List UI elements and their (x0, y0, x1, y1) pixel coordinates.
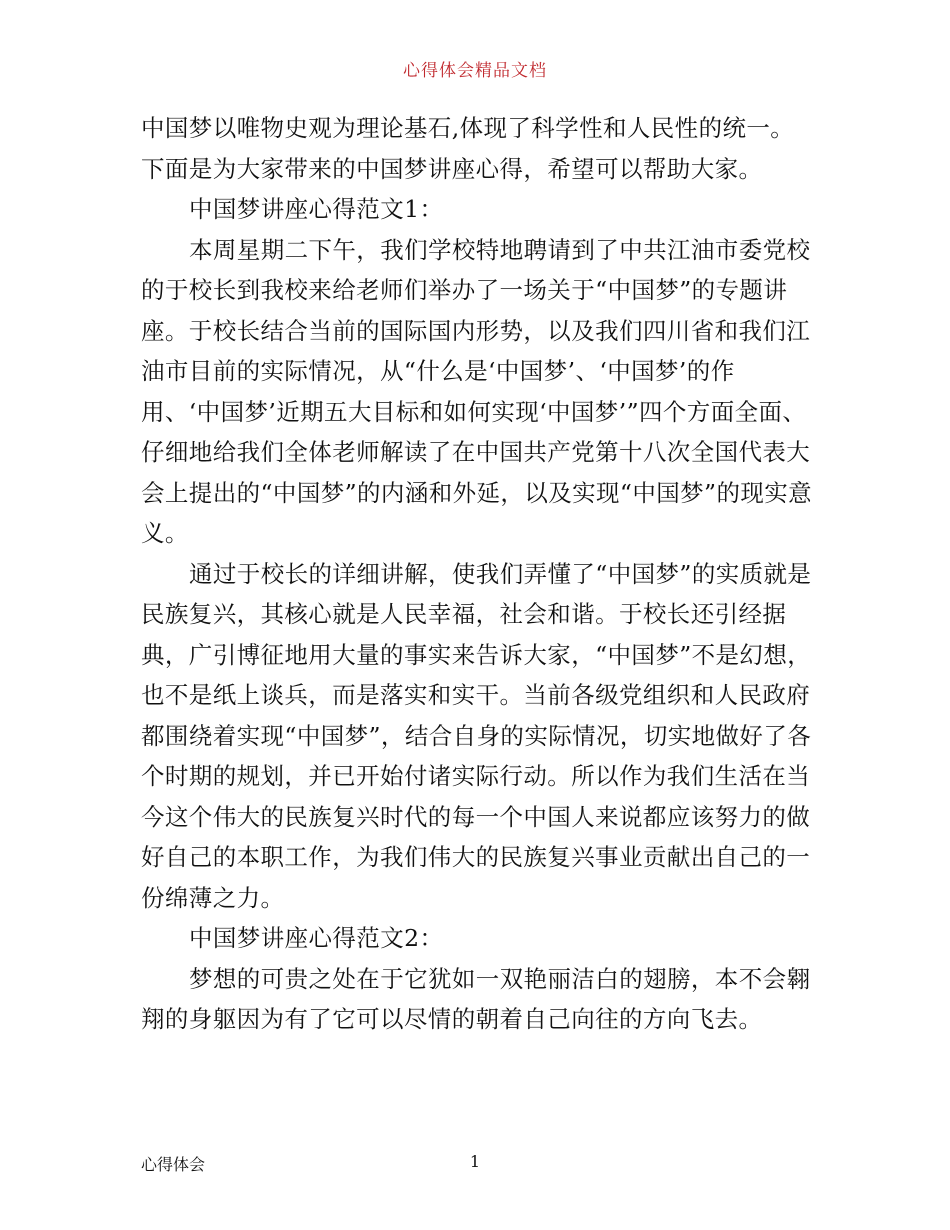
section-heading-2: 中国梦讲座心得范文2： (189, 924, 444, 952)
body-paragraph: 通过于校长的详细讲解，使我们弄懂了“中国梦”的实质就是民族复兴，其核心就是人民幸福，社会和谐。于校长还引经据典，广引博征地用大量的事实来告诉大家，“中国梦”不是幻想，也不是纸上谈兵，而是落实和实干。当前各级党组织和人民政府都围绕着实现“中国梦”，结合自身的实际情况，切实地做好了各个时期的规划，并已开始付诸实际行动。所以作为我们生活在当今这个伟大的民族复兴时代的每一个中国人来说都应该努力的做好自己的本职工作，为我们伟大的民族复兴事业贡献出自己的一份绵薄之力。 (141, 559, 812, 912)
body-paragraph: 本周星期二下午，我们学校特地聘请到了中共江油市委党校的于校长到我校来给老师们举办了一场关于“中国梦”的专题讲座。于校长结合当前的国际国内形势，以及我们四川省和我们江油市目前的实际情况，从“什么是‘中国梦’、‘中国梦’的作用、‘中国梦’近期五大目标和如何实现‘中国梦’”四个方面全面、仔细地给我们全体老师解读了在中国共产党第十八次全国代表大会上提出的“中国梦”的内涵和外延，以及实现“中国梦”的现实意义。 (141, 235, 813, 547)
document-header: 心得体会精品文档 (403, 61, 547, 81)
document-body (141, 108, 813, 1040)
section-heading-1: 中国梦讲座心得范文1： (189, 195, 444, 223)
footer-label: 心得体会 (141, 1155, 206, 1174)
intro-paragraph: 中国梦以唯物史观为理论基石,体现了科学性和人民性的统一。下面是为大家带来的中国梦讲座心得，希望可以帮助大家。 (141, 114, 795, 183)
page-number: 1 (469, 1152, 481, 1171)
body-paragraph: 梦想的可贵之处在于它犹如一双艳丽洁白的翅膀，本不会翱翔的身躯因为有了它可以尽情的朝着自己向往的方向飞去。 (141, 964, 811, 1033)
